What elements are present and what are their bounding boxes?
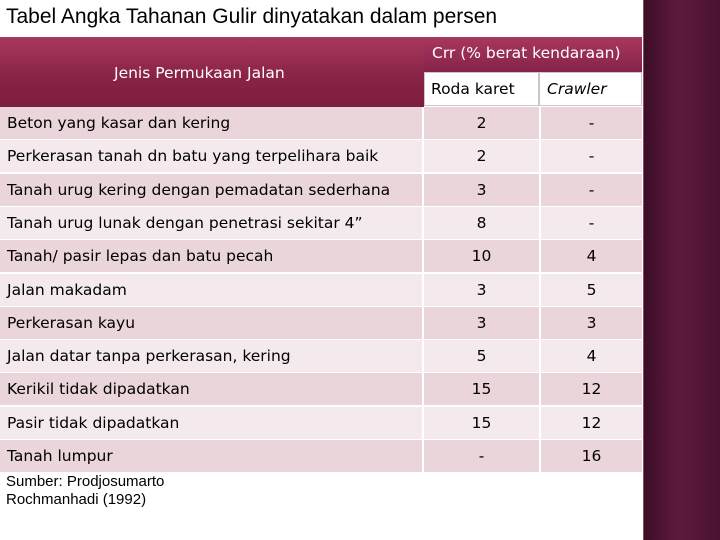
surface-type-cell: Perkerasan kayu (0, 307, 422, 339)
crawler-value-cell: 4 (541, 240, 642, 272)
source-line-1: Sumber: Prodjosumarto (6, 473, 165, 490)
roda-karet-value-cell: 3 (424, 174, 539, 206)
table-row (0, 307, 642, 340)
table-row (0, 140, 642, 173)
source-line-2: Rochmanhadi (1992) (6, 491, 147, 508)
roda-karet-value-cell: - (424, 440, 539, 472)
source-note (6, 473, 164, 509)
crawler-value-cell: - (541, 207, 642, 239)
header-crawler (539, 72, 642, 106)
header-roda-karet (424, 72, 539, 106)
crawler-value-cell: - (541, 107, 642, 139)
table-row (0, 107, 642, 140)
roda-karet-value-cell: 10 (424, 240, 539, 272)
page-title: Tabel Angka Tahanan Gulir dinyatakan dalam persen (6, 5, 498, 28)
crawler-value-cell: 12 (541, 373, 642, 405)
header-surface-label: Jenis Permukaan Jalan (114, 64, 285, 82)
roda-karet-value-cell: 15 (424, 407, 539, 439)
table-row (0, 207, 642, 240)
crawler-value-cell: 12 (541, 407, 642, 439)
table-row (0, 274, 642, 307)
table-row (0, 407, 642, 440)
header-crr (424, 37, 642, 72)
crawler-value-cell: 4 (541, 340, 642, 372)
surface-type-cell: Tanah urug kering dengan pemadatan sederhana (0, 174, 422, 206)
table-row (0, 174, 642, 207)
surface-type-cell: Tanah lumpur (0, 440, 422, 472)
crawler-value-cell: 3 (541, 307, 642, 339)
decorative-side-bar (644, 0, 720, 540)
surface-type-cell: Jalan datar tanpa perkerasan, kering (0, 340, 422, 372)
surface-type-cell: Kerikil tidak dipadatkan (0, 373, 422, 405)
crawler-value-cell: - (541, 140, 642, 172)
surface-type-cell: Tanah urug lunak dengan penetrasi sekitar 4” (0, 207, 422, 239)
table-row (0, 373, 642, 406)
roda-karet-value-cell: 3 (424, 307, 539, 339)
table-row (0, 240, 642, 273)
header-crr-label: Crr (% berat kendaraan) (432, 44, 621, 62)
roda-karet-value-cell: 8 (424, 207, 539, 239)
roda-karet-value-cell: 2 (424, 140, 539, 172)
surface-type-cell: Beton yang kasar dan kering (0, 107, 422, 139)
crawler-value-cell: 16 (541, 440, 642, 472)
header-roda-label: Roda karet (431, 80, 515, 98)
surface-type-cell: Perkerasan tanah dn batu yang terpelihara baik (0, 140, 422, 172)
header-crawler-label: Crawler (547, 80, 607, 98)
surface-type-cell: Jalan makadam (0, 274, 422, 306)
roda-karet-value-cell: 2 (424, 107, 539, 139)
table-row (0, 340, 642, 373)
surface-type-cell: Pasir tidak dipadatkan (0, 407, 422, 439)
roda-karet-value-cell: 5 (424, 340, 539, 372)
surface-type-cell: Tanah/ pasir lepas dan batu pecah (0, 240, 422, 272)
roda-karet-value-cell: 15 (424, 373, 539, 405)
crawler-value-cell: - (541, 174, 642, 206)
crawler-value-cell: 5 (541, 274, 642, 306)
table-row (0, 440, 642, 473)
roda-karet-value-cell: 3 (424, 274, 539, 306)
header-surface-type (0, 37, 424, 107)
